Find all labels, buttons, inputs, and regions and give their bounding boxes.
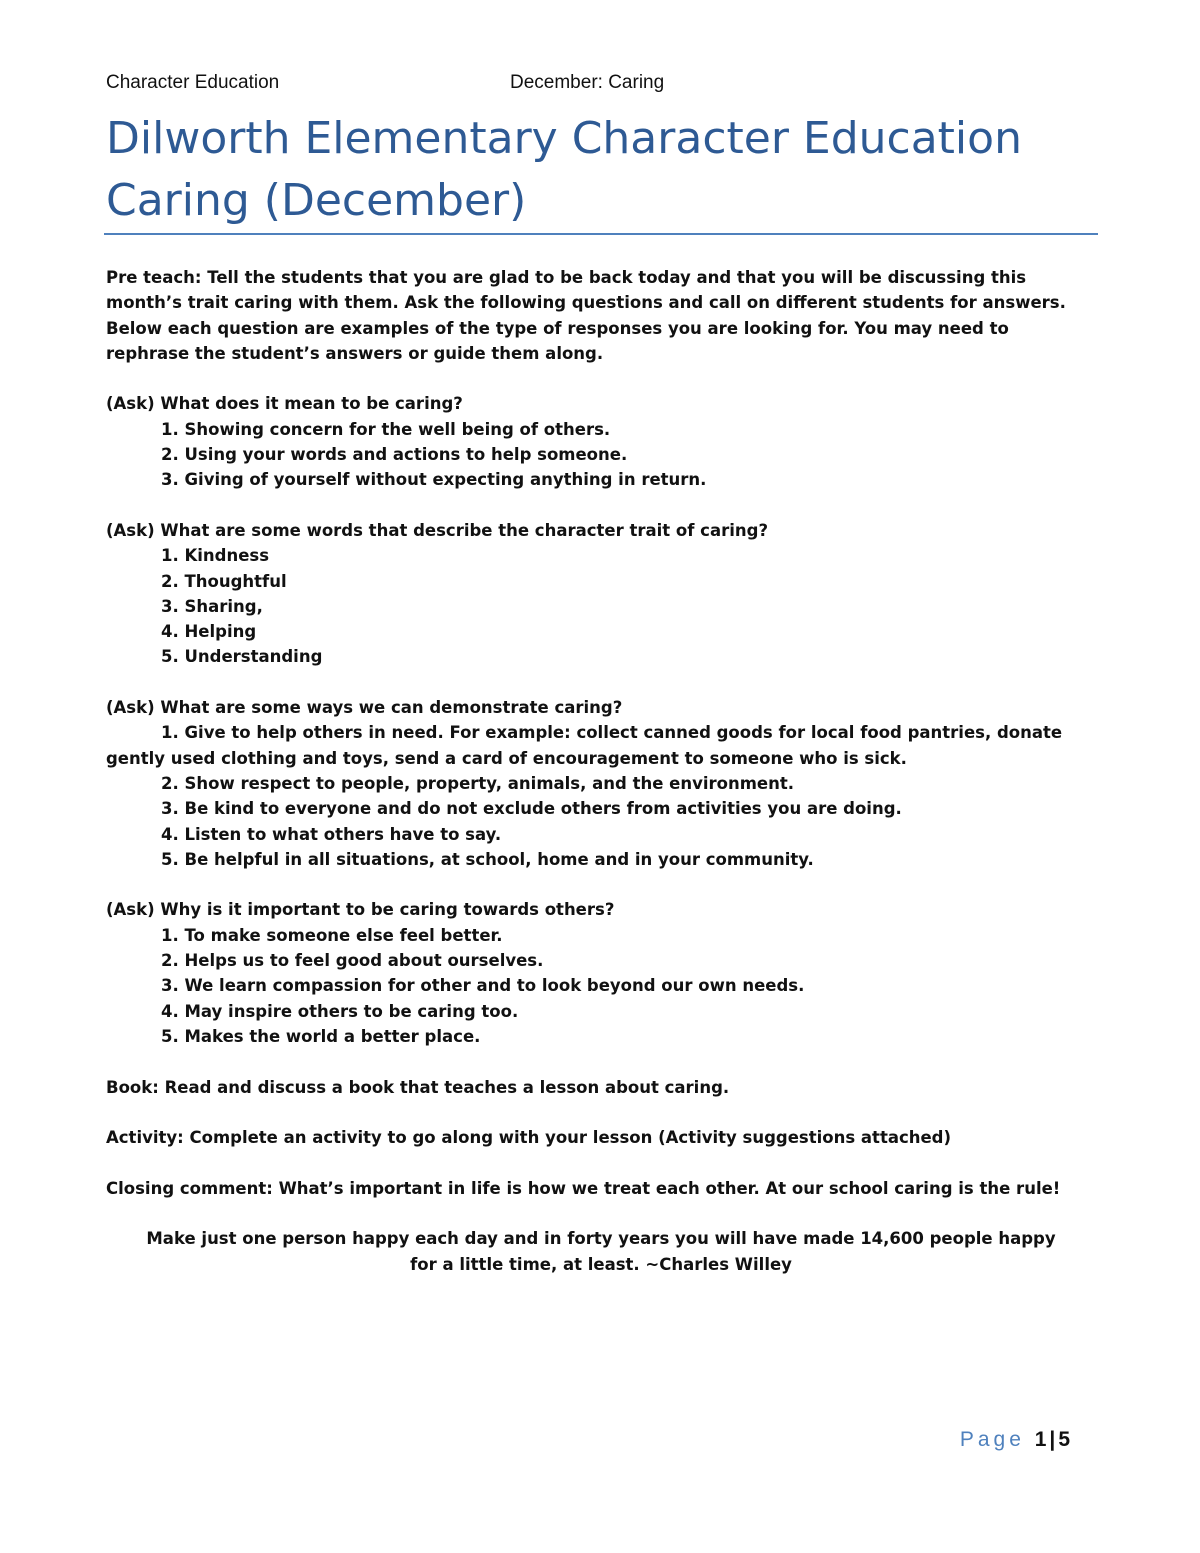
- answer-item: 2. Show respect to people, property, animals, and the environment.: [161, 773, 794, 793]
- answer-item: 4. May inspire others to be caring too.: [161, 1001, 519, 1021]
- closing-label: Closing comment:: [106, 1178, 273, 1198]
- answer-item: 4. Helping: [161, 622, 257, 642]
- page-word: Page: [959, 1428, 1025, 1451]
- pre-teach-text: Tell the students that you are glad to be back today and that you will be discussing this month’s trait caring with them. Ask the following questions and call on different students for answers. Below each question are examples of the type of responses you are looking for. You may need to rephrase the student’s answers or guide them along.: [106, 268, 1066, 363]
- answer-item: 1. Give to help others in need. For example: collect canned goods for local food pantries, donate gently used clothing and toys, send a card of encouragement to someone who is sick.: [106, 723, 1063, 768]
- header-left-text: Character Education: [106, 72, 280, 93]
- quote-line-2: for a little time, at least. ~Charles Willey: [410, 1254, 792, 1274]
- activity-text: Complete an activity to go along with your lesson (Activity suggestions attached): [189, 1128, 952, 1148]
- page-footer: [960, 1428, 1070, 1452]
- answer-item: 3. We learn compassion for other and to look beyond our own needs.: [161, 976, 805, 996]
- answer-item: 1. Showing concern for the well being of others.: [161, 419, 611, 439]
- question-2: (Ask) What are some words that describe the character trait of caring?: [106, 520, 769, 540]
- book-text: Read and discuss a book that teaches a lesson about caring.: [164, 1077, 730, 1097]
- question-3-answers: [106, 720, 1096, 872]
- answer-item: 3. Sharing,: [161, 596, 263, 616]
- question-2-answers: [106, 543, 1096, 669]
- answer-item: 3. Be kind to everyone and do not exclude others from activities you are doing.: [161, 799, 902, 819]
- pre-teach-paragraph: [106, 265, 1096, 366]
- activity-paragraph: [106, 1125, 1096, 1150]
- closing-paragraph: [106, 1176, 1096, 1201]
- question-3: (Ask) What are some ways we can demonstrate caring?: [106, 698, 623, 718]
- page-separator: |: [1049, 1428, 1056, 1451]
- answer-item: 1. To make someone else feel better.: [161, 925, 503, 945]
- title-line-2: Caring (December): [106, 175, 527, 226]
- header-right-text: December: Caring: [510, 72, 665, 93]
- question-1: (Ask) What does it mean to be caring?: [106, 394, 463, 414]
- question-4: (Ask) Why is it important to be caring towards others?: [106, 900, 615, 920]
- question-1-answers: [106, 417, 1096, 493]
- quote-line-1: Make just one person happy each day and in forty years you will have made 14,600 people happy: [146, 1229, 1056, 1249]
- activity-label: Activity:: [106, 1128, 184, 1148]
- answer-item: 3. Giving of yourself without expecting anything in return.: [161, 470, 707, 490]
- title-underline-rule: [104, 233, 1098, 235]
- title-line-1: Dilworth Elementary Character Education: [106, 113, 1022, 164]
- page-number: 1: [1034, 1428, 1047, 1451]
- answer-item: 4. Listen to what others have to say.: [161, 824, 502, 844]
- page-total: 5: [1058, 1428, 1070, 1451]
- closing-quote: [106, 1226, 1096, 1277]
- book-label: Book:: [106, 1077, 159, 1097]
- page-header: [106, 72, 1096, 100]
- page-title: [106, 108, 1096, 232]
- answer-item: 2. Using your words and actions to help someone.: [161, 445, 628, 465]
- closing-text: What’s important in life is how we treat each other. At our school caring is the rule!: [278, 1178, 1061, 1198]
- answer-item: 5. Be helpful in all situations, at school, home and in your community.: [161, 849, 814, 869]
- answer-item: 5. Understanding: [161, 647, 323, 667]
- answer-item: 1. Kindness: [161, 546, 270, 566]
- answer-item: 2. Thoughtful: [161, 571, 287, 591]
- document-body: [106, 265, 1096, 1277]
- pre-teach-label: Pre teach:: [106, 268, 202, 287]
- question-4-answers: [106, 923, 1096, 1049]
- book-paragraph: [106, 1075, 1096, 1100]
- answer-item: 2. Helps us to feel good about ourselves.: [161, 951, 544, 971]
- answer-item: 5. Makes the world a better place.: [161, 1026, 481, 1046]
